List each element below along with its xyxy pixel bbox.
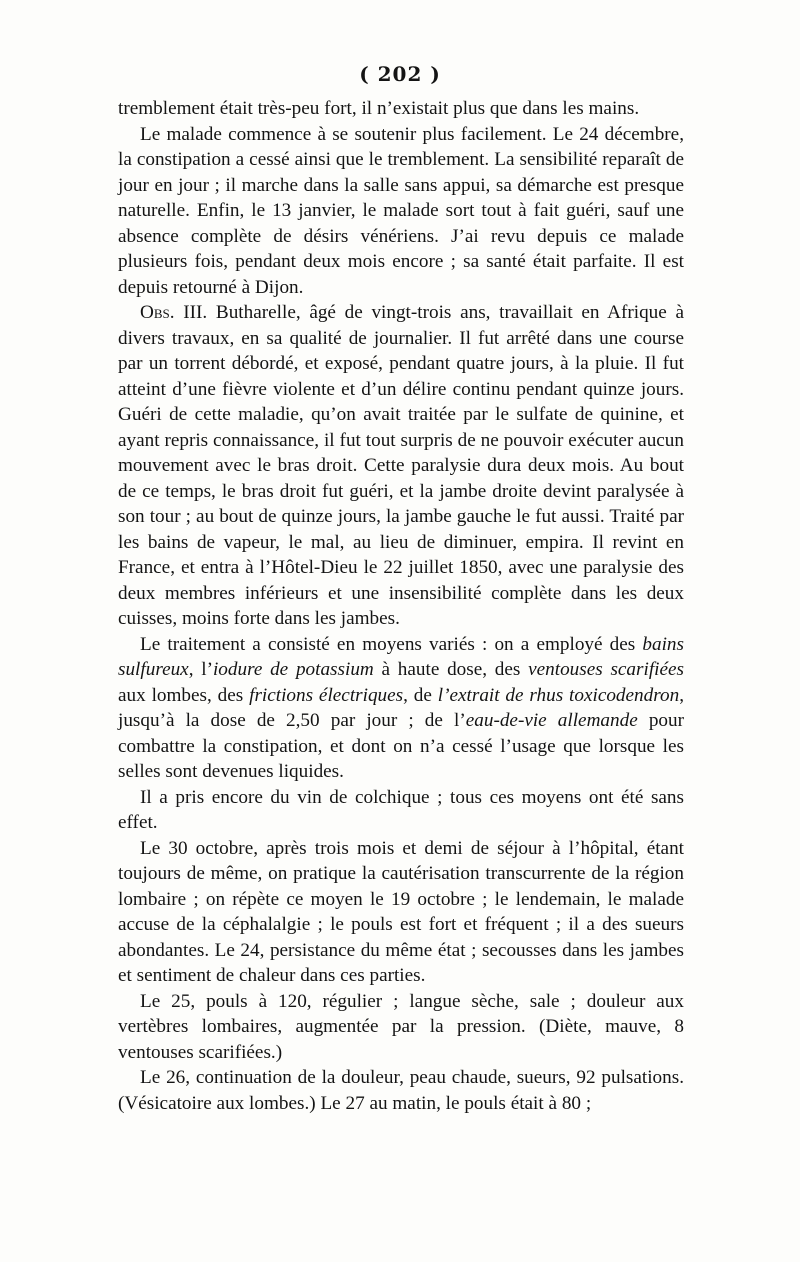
text-run: Il a pris encore du vin de colchique ; tous ces moyens ont été sans effet.	[118, 786, 684, 833]
paragraph-p5	[118, 785, 684, 836]
italic-term: l’extrait de rhus toxicodendron	[437, 684, 680, 706]
italic-term: bains sulfureux	[118, 633, 684, 680]
observation-label: Obs. III.	[140, 302, 208, 323]
paragraph-p1	[118, 96, 684, 122]
italic-term: frictions électriques	[249, 684, 404, 706]
text-run: Le 30 octobre, après trois mois et demi de séjour à l’hôpital, étant toujours de même, on pratique la cautérisation transcurrente de la région lombaire ; on répète ce moyen le 19 octobre ; le lendemain, le malade accuse de la céphalalgie ; le pouls est fort et fréquent ; il a des sueurs abondantes. Le 24, persistance du même état ; secousses dans les jambes et sentiment de chaleur dans ces parties.	[118, 837, 684, 986]
italic-term: iodure de potassium	[212, 659, 374, 680]
text-run: Le malade commence à se soutenir plus facilement. Le 24 décembre, la constipation a cessé ainsi que le tremblement. La sensibilité reparaît de jour en jour ; il marche dans la salle sans appui, sa démarche est presque naturelle. Enfin, le 13 janvier, le malade sort tout à fait guéri, sauf une absence complète de désirs vénériens. J’ai revu depuis ce malade plusieurs fois, pendant deux mois encore ; sa santé était parfaite. Il est depuis retourné à Dijon.	[118, 123, 684, 298]
text-run: Butharelle, âgé de vingt-trois ans, travaillait en Afrique à divers travaux, en sa qualité de journalier. Il fut arrêté dans une course par un torrent débordé, et exposé, pendant quatre jours, à la pluie. Il fut atteint d’une fièvre violente et d’un délire continu pendant quinze jours. Guéri de cette maladie, qu’on avait traitée par le sulfate de quinine, et ayant repris connaissance, il fut tout surpris de ne pouvoir exécuter aucun mouvement avec le bras droit. Cette paralysie dura deux mois. Au bout de ce temps, le bras droit fut guéri, et la jambe droite devint paralysée à son tour ; au bout de quinze jours, la jambe gauche le fut aussi. Traité par les bains de vapeur, le mal, au lieu de diminuer, empira. Il revint en France, et entra à l’Hôtel-Dieu le 22 juillet 1850, avec une paralysie des deux membres inférieurs et une insensibilité complète dans les deux cuisses, moins forte dans les jambes.	[118, 302, 684, 629]
body-text	[118, 96, 684, 1116]
paragraph-p2	[118, 122, 684, 301]
paragraph-p6	[118, 836, 684, 989]
paragraph-p7	[118, 989, 684, 1066]
text-run: , jusqu’à la dose de 2,50 par jour ; de l’	[118, 684, 684, 731]
paragraph-p4	[118, 632, 684, 785]
paragraph-p3	[118, 300, 684, 632]
text-run: aux lombes, des	[118, 684, 250, 706]
text-run: Le 25, pouls à 120, régulier ; langue sèche, sale ; douleur aux vertèbres lombaires, augmentée par la pression. (Diète, mauve, 8 ventouses scarifiées.)	[118, 990, 684, 1063]
text-run: , l’	[188, 659, 213, 680]
text-run: à haute dose, des	[373, 659, 529, 680]
text-run: Le 26, continuation de la douleur, peau chaude, sueurs, 92 pulsations. (Vésicatoire aux lombes.) Le 27 au matin, le pouls était à 80 ;	[118, 1067, 684, 1114]
text-run: tremblement était très-peu fort, il n’existait plus que dans les mains.	[118, 98, 640, 119]
text-run: Le traitement a consisté en moyens variés : on a employé des	[140, 633, 643, 655]
text-run: , de	[403, 684, 438, 706]
page-number: ( 202 )	[359, 62, 441, 86]
italic-term: eau-de-vie allemande	[465, 710, 638, 731]
paragraph-p8	[118, 1065, 684, 1116]
italic-term: ventouses scarifiées	[528, 659, 684, 680]
text-run: pour combattre la constipation, et dont on n’a cessé l’usage que lorsque les selles sont devenues liquides.	[118, 710, 685, 782]
